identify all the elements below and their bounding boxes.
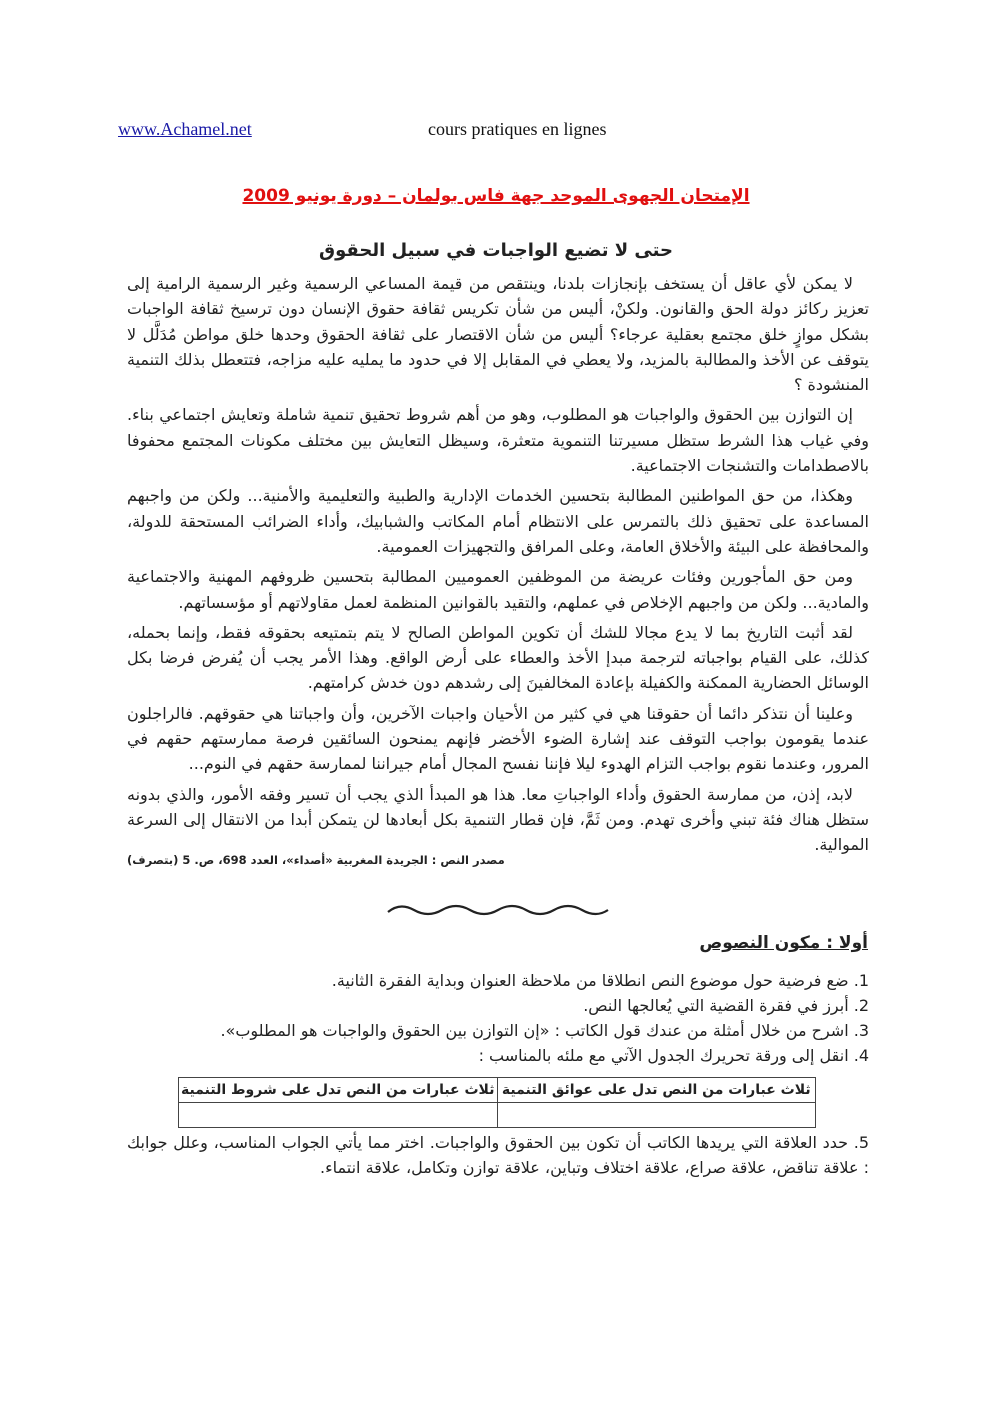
- paragraph: لابد، إذن، من ممارسة الحقوق وأداء الواجباتِ معا. هذا هو المبدأ الذي يجب أن تسير وفقه الأمور، والذي بدونه ستظل هناك فئة تبني وأخرى تهدم. ومن ثَمَّ، فإن قطار التنمية بكل أبعادها لن يتمكن أبدا من الانتقال إلى السرعة الموالية.: [127, 784, 869, 855]
- question: 5. حدد العلاقة التي يريدها الكاتب أن تكون بين الحقوق والواجبات. اختر مما يأتي الجواب المناسب، وعلل جوابك : علاقة تناقض، علاقة صراع، علاقة اختلاف وتباين، علاقة توازن وتكامل، علاقة انتماء.: [127, 1133, 869, 1177]
- paragraph: إن التوازن بين الحقوق والواجبات هو المطلوب، وهو من أهم شروط تحقيق تنمية شاملة وتعايش اجتماعي بناء. وفي غياب هذا الشرط ستظل مسيرتنا التنموية متعثرة، وسيظل التعايش بين مختلف مكونات المجتمع محفوفا بالاصطدامات والتشنجات الاجتماعية.: [127, 405, 869, 476]
- header-subtitle: cours pratiques en lignes: [428, 119, 607, 139]
- question: 1. ضع فرضية حول موضوع النص انطلاقا من ملاحظة العنوان وبداية الفقرة الثانية.: [331, 971, 869, 990]
- source-citation: مصدر النص : الجريدة المغربية «أصداء»، العدد 698، ص. 5 (بتصرف): [127, 853, 505, 867]
- table-header-obstacles: ثلاث عبارات من النص تدل على عوائق التنمية: [497, 1078, 816, 1103]
- question: 3. اشرح من خلال أمثلة من عندك قول الكاتب : «إن التوازن بين الحقوق والواجبات هو المطلوب».: [220, 1021, 869, 1040]
- questions-list: [127, 968, 869, 1068]
- article-body: [127, 271, 869, 863]
- paragraph: لا يمكن لأي عاقل أن يستخف بإنجازات بلدنا، وينتقص من قيمة المساعي الرسمية وغير الرسمية الرامية إلى تعزيز ركائز دولة الحق والقانون. ولكنْ، أليس من شأن تكريس ثقافة حقوق الإنسان دون ترسيخ ثقافة الواجبات بشكل موازٍ خلق مجتمع بعقلية عرجاء؟ أليس من شأن الاقتصار على ثقافة الحقوق وحدها خلق مواطن مُدَلَّل لا يتوقف عن الأخذ والمطالبة بالمزيد، ولا يعطي في المقابل إلا في حدود ما يمليه عليه مزاجه، فتتعطل بذلك التنمية المنشودة ؟: [127, 274, 869, 395]
- decorative-divider: [386, 900, 610, 920]
- question: 4. انقل إلى ورقة تحريرك الجدول الآتي مع ملئه بالمناسب :: [478, 1046, 869, 1065]
- exam-title-text: الإمتحان الجهوى الموحد جهة فاس بولمان – دورة يونيو 2009: [242, 186, 750, 206]
- table-cell-empty: [497, 1103, 816, 1128]
- exam-title: [0, 186, 992, 206]
- achamel-link[interactable]: www.Achamel.net: [118, 119, 252, 139]
- section-title: أولا : مكون النصوص: [699, 933, 868, 953]
- paragraph: وعلينا أن نتذكر دائما أن حقوقنا هي في كثير من الأحيان واجبات الآخرين، وأن واجباتنا هي حقوقهم. فالراجلون عندما يقومون بواجب التوقف عند إشارة الضوء الأخضر فإنهم يمنحون السائقين فرصة ممارستهم حقهم في المرور، وعندما نقوم بواجب التزام الهدوء ليلا فإننا نفسح المجال أمام جيراننا لممارسة حقهم في النوم...: [127, 703, 869, 774]
- table-cell-empty: [179, 1103, 498, 1128]
- question: 2. أبرز في فقرة القضية التي يُعالجها النص.: [583, 996, 869, 1015]
- paragraph: ومن حق المأجورين وفئات عريضة من الموظفين العموميين المطالبة بتحسين ظروفهم المهنية والاجتماعية والمادية... ولكن من واجبهم الإخلاص في عملهم، والتقيد بالقوانين المنظمة لعمل مقاولاتهم أو مؤسساتهم.: [127, 567, 869, 612]
- text-title: حتى لا تضيع الواجبات في سبيل الحقوق: [319, 240, 673, 261]
- table-header-conditions: ثلاث عبارات من النص تدل على شروط التنمية: [179, 1078, 498, 1103]
- paragraph: لقد أثبت التاريخ بما لا يدع مجالا للشك أن تكوين المواطن الصالح لا يتم بتمتيعه بحقوقه فقط، وإنما بحمله، كذلك، على القيام بواجباته لترجمة مبدإ الأخذ والعطاء على أرض الواقع. وهذا الأمر يجب أن يُفرض فرضا بكل الوسائل الحضارية الممكنة والكفيلة بإعادة المخالفينَ إلى رشدهم دون خدش كرامتهم.: [127, 622, 869, 693]
- answer-table: [178, 1077, 816, 1128]
- paragraph: وهكذا، من حق المواطنين المطالبة بتحسين الخدمات الإدارية والطبية والتعليمية والأمنية... ولكن من واجبهم المساعدة على تحقيق ذلك بالتمرس على الانتظام أمام المكاتب والشبابيك، وأداء الضرائب المستحقة للدولة، والمحافظة على البيئة والأخلاق العامة، وعلى المرافق والتجهيزات العمومية.: [127, 486, 869, 556]
